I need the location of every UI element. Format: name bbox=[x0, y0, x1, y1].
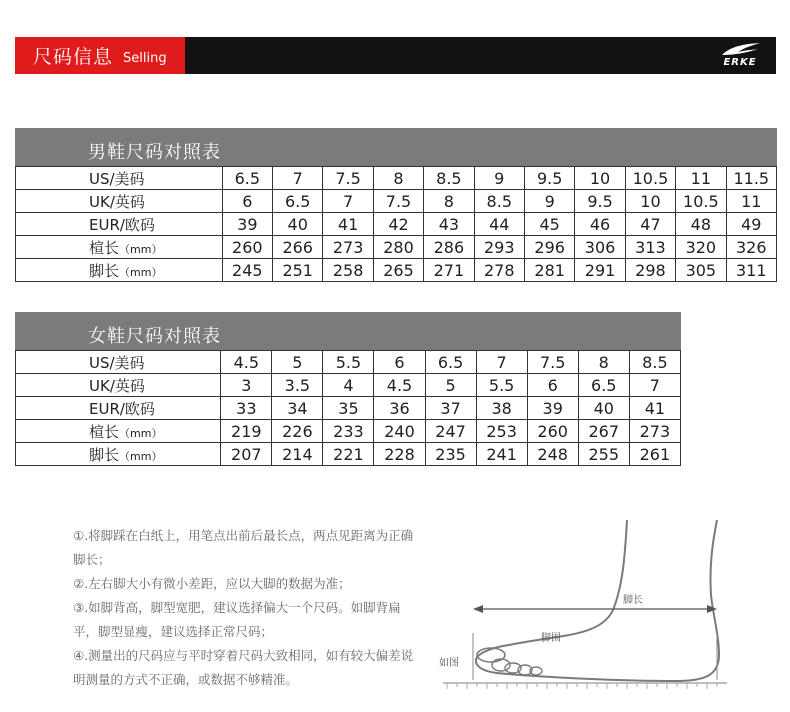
size-cell: 11 bbox=[726, 190, 776, 213]
row-label-text: 楦长 bbox=[89, 422, 120, 441]
men-size-row bbox=[16, 167, 777, 190]
men-size-table bbox=[15, 166, 777, 282]
section-title: 尺码信息 bbox=[33, 46, 114, 68]
row-label-text: 楦长 bbox=[89, 238, 120, 257]
measurement-notes bbox=[73, 524, 423, 692]
size-cell: 9.5 bbox=[575, 190, 625, 213]
size-cell: 267 bbox=[578, 420, 629, 443]
size-cell: 34 bbox=[272, 397, 323, 420]
size-cell: 3 bbox=[221, 374, 272, 397]
size-cell: 311 bbox=[726, 259, 776, 282]
size-cell: 48 bbox=[676, 213, 726, 236]
size-cell: 219 bbox=[221, 420, 272, 443]
section-header bbox=[15, 37, 776, 74]
size-cell: 326 bbox=[726, 236, 776, 259]
note-4: ④.测量出的尺码应与平时穿着尺码大致相同，如有较大偏差说明测量的方式不正确，或数据不够精准。 bbox=[73, 648, 414, 687]
row-label-text: 脚长 bbox=[89, 445, 120, 464]
note-2: ②.左右脚大小有微小差距，应以大脚的数据为准； bbox=[73, 576, 351, 591]
size-cell: 6.5 bbox=[425, 351, 476, 374]
size-cell: 7 bbox=[273, 167, 323, 190]
size-cell: 320 bbox=[676, 236, 726, 259]
row-label bbox=[16, 259, 223, 282]
size-cell: 9 bbox=[524, 190, 574, 213]
row-label bbox=[16, 397, 221, 420]
size-cell: 10 bbox=[575, 167, 625, 190]
size-cell: 305 bbox=[676, 259, 726, 282]
size-cell: 10.5 bbox=[676, 190, 726, 213]
size-cell: 6 bbox=[527, 374, 578, 397]
men-size-row bbox=[16, 190, 777, 213]
size-cell: 247 bbox=[425, 420, 476, 443]
size-cell: 293 bbox=[474, 236, 524, 259]
size-cell: 278 bbox=[474, 259, 524, 282]
row-label bbox=[16, 236, 223, 259]
row-label bbox=[16, 167, 223, 190]
size-cell: 37 bbox=[425, 397, 476, 420]
men-size-row bbox=[16, 213, 777, 236]
size-cell: 306 bbox=[575, 236, 625, 259]
section-title-block bbox=[15, 37, 185, 74]
size-cell: 255 bbox=[578, 443, 629, 466]
size-cell: 6 bbox=[222, 190, 272, 213]
size-cell: 6 bbox=[374, 351, 425, 374]
size-cell: 298 bbox=[625, 259, 675, 282]
size-cell: 245 bbox=[222, 259, 272, 282]
row-label-text: EUR/欧码 bbox=[89, 399, 155, 418]
size-cell: 44 bbox=[474, 213, 524, 236]
row-label-text: 脚长 bbox=[89, 261, 120, 280]
size-cell: 41 bbox=[629, 397, 680, 420]
size-cell: 273 bbox=[629, 420, 680, 443]
size-cell: 9.5 bbox=[524, 167, 574, 190]
size-cell: 8.5 bbox=[629, 351, 680, 374]
size-cell: 221 bbox=[323, 443, 374, 466]
women-size-row bbox=[16, 443, 681, 466]
row-unit-text: （mm） bbox=[119, 265, 163, 279]
women-chart-title: 女鞋尺码对照表 bbox=[15, 312, 681, 350]
size-cell: 6.5 bbox=[273, 190, 323, 213]
women-size-row bbox=[16, 351, 681, 374]
size-cell: 233 bbox=[323, 420, 374, 443]
size-cell: 281 bbox=[524, 259, 574, 282]
size-cell: 260 bbox=[527, 420, 578, 443]
size-cell: 240 bbox=[374, 420, 425, 443]
row-label bbox=[16, 420, 221, 443]
foot-illustration bbox=[437, 515, 737, 695]
size-cell: 265 bbox=[373, 259, 423, 282]
row-label bbox=[16, 443, 221, 466]
size-cell: 5 bbox=[425, 374, 476, 397]
size-cell: 253 bbox=[476, 420, 527, 443]
row-unit-text: （mm） bbox=[119, 426, 163, 440]
size-cell: 214 bbox=[272, 443, 323, 466]
size-cell: 11.5 bbox=[726, 167, 776, 190]
size-cell: 11 bbox=[676, 167, 726, 190]
size-cell: 235 bbox=[425, 443, 476, 466]
men-size-chart bbox=[15, 128, 777, 282]
size-cell: 8.5 bbox=[424, 167, 474, 190]
women-size-row bbox=[16, 420, 681, 443]
row-label-text: US/美码 bbox=[89, 353, 145, 372]
size-cell: 261 bbox=[629, 443, 680, 466]
size-cell: 296 bbox=[524, 236, 574, 259]
size-cell: 47 bbox=[625, 213, 675, 236]
size-cell: 248 bbox=[527, 443, 578, 466]
note-1: ①.将脚踩在白纸上，用笔点出前后最长点，两点见距离为正确脚长； bbox=[73, 528, 414, 567]
foot-length-label: 脚长 bbox=[623, 595, 643, 606]
size-cell: 207 bbox=[221, 443, 272, 466]
size-cell: 280 bbox=[373, 236, 423, 259]
size-cell: 226 bbox=[272, 420, 323, 443]
men-size-row bbox=[16, 236, 777, 259]
row-label bbox=[16, 190, 223, 213]
size-cell: 10.5 bbox=[625, 167, 675, 190]
size-cell: 266 bbox=[273, 236, 323, 259]
row-label-text: UK/英码 bbox=[89, 192, 145, 211]
foot-width-label: 脚围 bbox=[541, 633, 561, 644]
size-cell: 8 bbox=[373, 167, 423, 190]
size-cell: 9 bbox=[474, 167, 524, 190]
size-cell: 273 bbox=[323, 236, 373, 259]
size-cell: 6.5 bbox=[222, 167, 272, 190]
women-size-row bbox=[16, 397, 681, 420]
size-cell: 7.5 bbox=[527, 351, 578, 374]
size-cell: 5 bbox=[272, 351, 323, 374]
size-cell: 33 bbox=[221, 397, 272, 420]
row-label-text: EUR/欧码 bbox=[89, 215, 155, 234]
size-cell: 36 bbox=[374, 397, 425, 420]
section-subtitle: Selling bbox=[123, 50, 167, 66]
size-cell: 40 bbox=[578, 397, 629, 420]
size-cell: 46 bbox=[575, 213, 625, 236]
size-cell: 5.5 bbox=[323, 351, 374, 374]
size-cell: 8.5 bbox=[474, 190, 524, 213]
size-cell: 241 bbox=[476, 443, 527, 466]
size-cell: 43 bbox=[424, 213, 474, 236]
size-cell: 258 bbox=[323, 259, 373, 282]
row-label bbox=[16, 374, 221, 397]
size-cell: 39 bbox=[222, 213, 272, 236]
row-label-text: US/美码 bbox=[89, 169, 145, 188]
size-cell: 228 bbox=[374, 443, 425, 466]
brand-name: ERKE bbox=[723, 57, 757, 68]
women-size-table bbox=[15, 350, 681, 466]
size-cell: 260 bbox=[222, 236, 272, 259]
size-cell: 291 bbox=[575, 259, 625, 282]
men-size-row bbox=[16, 259, 777, 282]
size-cell: 38 bbox=[476, 397, 527, 420]
row-unit-text: （mm） bbox=[119, 449, 163, 463]
size-cell: 39 bbox=[527, 397, 578, 420]
size-cell: 3.5 bbox=[272, 374, 323, 397]
size-cell: 7 bbox=[476, 351, 527, 374]
women-size-row bbox=[16, 374, 681, 397]
size-cell: 313 bbox=[625, 236, 675, 259]
size-cell: 10 bbox=[625, 190, 675, 213]
size-cell: 7 bbox=[323, 190, 373, 213]
size-cell: 8 bbox=[578, 351, 629, 374]
row-label bbox=[16, 213, 223, 236]
size-cell: 5.5 bbox=[476, 374, 527, 397]
size-cell: 6.5 bbox=[578, 374, 629, 397]
example-label: 如图 bbox=[439, 658, 459, 669]
size-cell: 7.5 bbox=[373, 190, 423, 213]
size-cell: 41 bbox=[323, 213, 373, 236]
size-cell: 271 bbox=[424, 259, 474, 282]
women-size-chart bbox=[15, 312, 681, 466]
size-cell: 251 bbox=[273, 259, 323, 282]
note-3: ③.如脚背高，脚型宽肥，建议选择偏大一个尺码。如脚背扁平，脚型显瘦，建议选择正常尺码； bbox=[73, 600, 401, 639]
size-cell: 49 bbox=[726, 213, 776, 236]
row-label-text: UK/英码 bbox=[89, 376, 145, 395]
men-chart-title: 男鞋尺码对照表 bbox=[15, 128, 777, 166]
foot-measure-diagram bbox=[437, 515, 737, 699]
row-unit-text: （mm） bbox=[119, 242, 163, 256]
row-label bbox=[16, 351, 221, 374]
size-cell: 4 bbox=[323, 374, 374, 397]
erke-logo bbox=[716, 41, 764, 71]
size-cell: 286 bbox=[424, 236, 474, 259]
size-cell: 4.5 bbox=[374, 374, 425, 397]
size-cell: 35 bbox=[323, 397, 374, 420]
size-cell: 45 bbox=[524, 213, 574, 236]
size-cell: 42 bbox=[373, 213, 423, 236]
size-cell: 40 bbox=[273, 213, 323, 236]
size-cell: 7 bbox=[629, 374, 680, 397]
size-cell: 4.5 bbox=[221, 351, 272, 374]
size-cell: 8 bbox=[424, 190, 474, 213]
size-cell: 7.5 bbox=[323, 167, 373, 190]
